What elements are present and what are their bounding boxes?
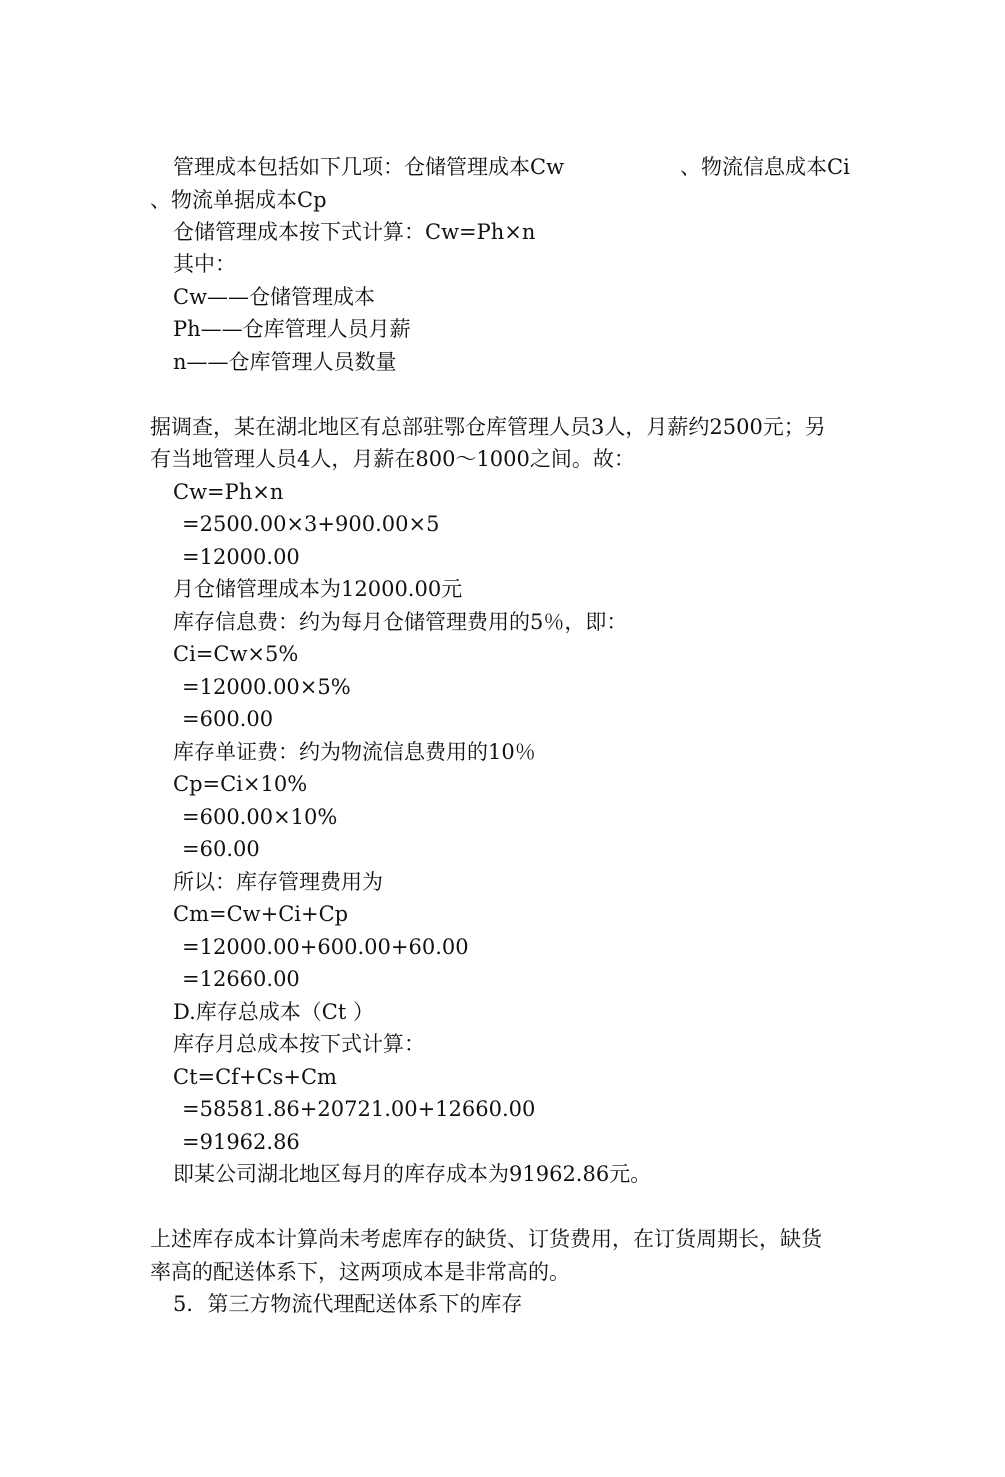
text-line: 仓储管理成本按下式计算：Cw=Ph×n <box>173 220 536 244</box>
text-line: =600.00×10% <box>182 805 338 829</box>
text-line: Cm=Cw+Ci+Cp <box>173 902 349 926</box>
text-line: Ct=Cf+Cs+Cm <box>173 1065 337 1089</box>
text-line: Ph——仓库管理人员月薪 <box>173 317 411 341</box>
text-line: =12660.00 <box>182 967 300 991</box>
text-line: 月仓储管理成本为12000.00元 <box>173 577 463 601</box>
text-line: 即某公司湖北地区每月的库存成本为91962.86元。 <box>173 1162 652 1186</box>
text-line: =12000.00+600.00+60.00 <box>182 935 469 959</box>
text-line: Cp=Ci×10% <box>173 772 308 796</box>
text-line: n——仓库管理人员数量 <box>173 350 397 374</box>
text-line: =2500.00×3+900.00×5 <box>182 512 440 536</box>
text-line: =12000.00×5% <box>182 675 351 699</box>
text-line: D.库存总成本（Ct ） <box>173 1000 374 1024</box>
text-line: Cw=Ph×n <box>173 480 284 504</box>
text-line: 其中： <box>173 252 236 276</box>
text-line: Ci=Cw×5% <box>173 642 299 666</box>
text-line: 率高的配送体系下，这两项成本是非常高的。 <box>150 1260 570 1284</box>
text-line: 据调查，某在湖北地区有总部驻鄂仓库管理人员3人，月薪约2500元；另 <box>150 415 826 439</box>
text-line: =91962.86 <box>182 1130 300 1154</box>
text-line: Cw——仓储管理成本 <box>173 285 376 309</box>
text-line: 库存单证费：约为物流信息费用的10％ <box>173 740 536 764</box>
section-heading: 5．第三方物流代理配送体系下的库存 <box>173 1292 523 1316</box>
text-line: 上述库存成本计算尚未考虑库存的缺货、订货费用，在订货周期长，缺货 <box>150 1227 822 1251</box>
text-line: 、物流信息成本Ci <box>680 155 850 179</box>
text-line: =58581.86+20721.00+12660.00 <box>182 1097 536 1121</box>
text-line: 库存月总成本按下式计算： <box>173 1032 425 1056</box>
text-line: 所以：库存管理费用为 <box>173 870 383 894</box>
text-line: =12000.00 <box>182 545 300 569</box>
text-line: 管理成本包括如下几项：仓储管理成本Cw <box>173 155 565 179</box>
text-line: =600.00 <box>182 707 274 731</box>
text-line: 库存信息费：约为每月仓储管理费用的5％，即： <box>173 610 628 634</box>
text-line: 有当地管理人员4人，月薪在800～1000之间。故： <box>150 447 635 471</box>
text-line: =60.00 <box>182 837 260 861</box>
text-line: 、物流单据成本Cp <box>150 188 327 212</box>
